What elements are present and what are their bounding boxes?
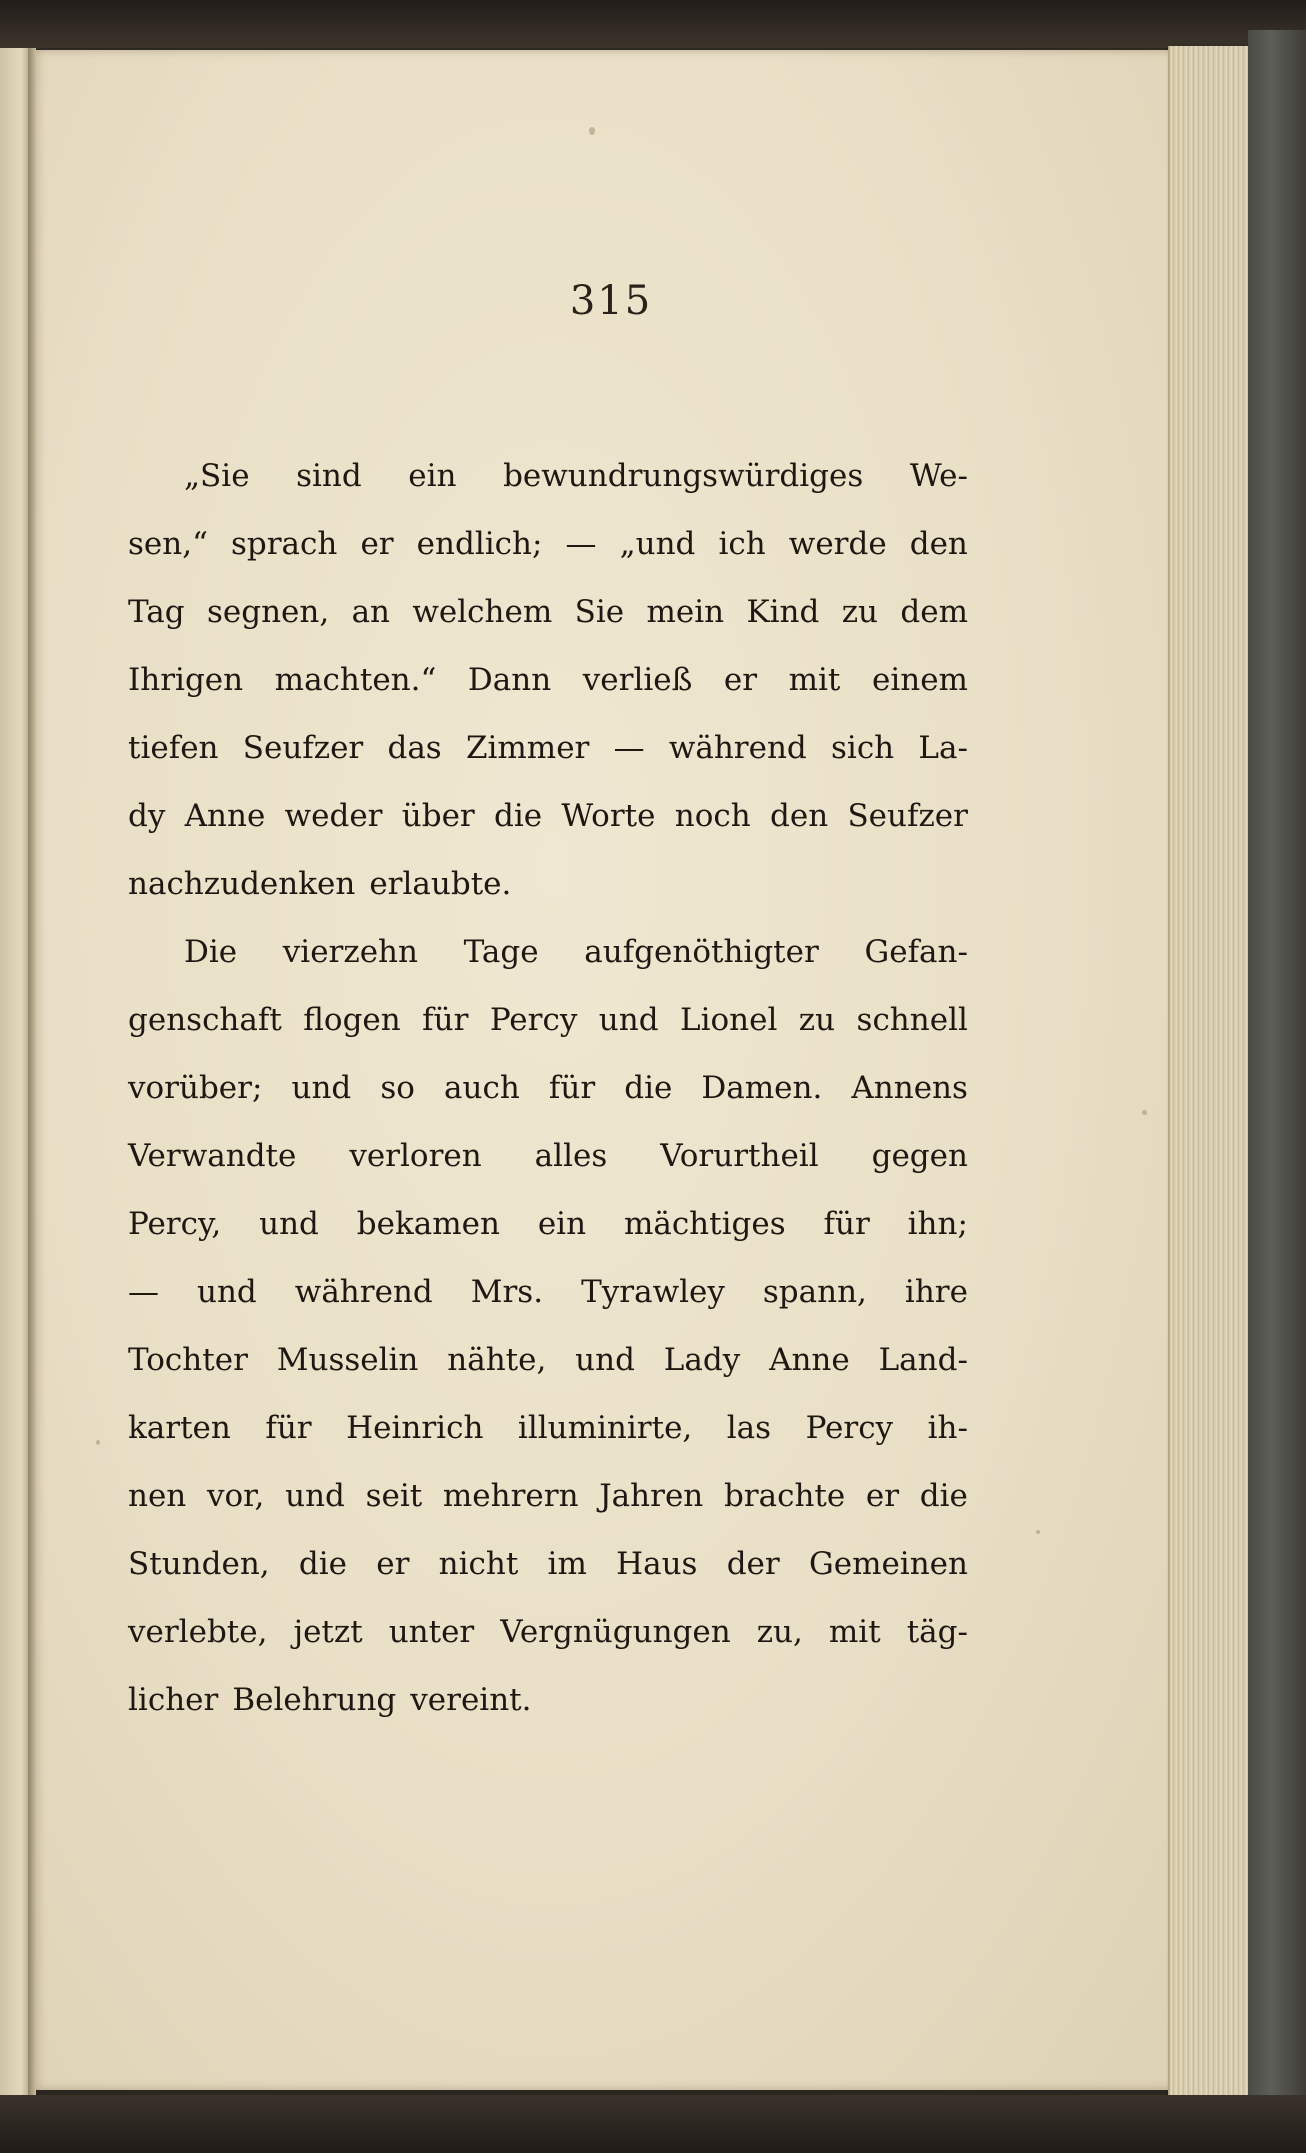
word: Worte bbox=[561, 798, 656, 834]
word: nähte, bbox=[447, 1342, 547, 1378]
text-line bbox=[128, 782, 968, 850]
word: unter bbox=[388, 1614, 475, 1650]
word: mit bbox=[788, 662, 841, 698]
word: We- bbox=[909, 458, 968, 494]
word: ein bbox=[408, 458, 457, 494]
word: Verwandte bbox=[128, 1138, 297, 1174]
word: — bbox=[128, 1274, 159, 1310]
word: so bbox=[380, 1070, 415, 1106]
word: er bbox=[723, 662, 758, 698]
word: Percy bbox=[805, 1410, 894, 1446]
word: mein bbox=[646, 594, 725, 630]
text-line bbox=[128, 1054, 968, 1122]
word: Jahren bbox=[599, 1478, 704, 1514]
text-line bbox=[128, 1326, 968, 1394]
word: ihre bbox=[904, 1274, 968, 1310]
text-line bbox=[128, 1598, 968, 1666]
word: illuminirte, bbox=[517, 1410, 693, 1446]
word: „Sie bbox=[184, 458, 250, 494]
word: Tag bbox=[128, 594, 185, 630]
text-line bbox=[128, 1258, 968, 1326]
word: Tochter bbox=[128, 1342, 248, 1378]
word: genschaft bbox=[128, 1002, 282, 1038]
word: die bbox=[298, 1546, 347, 1582]
text-line bbox=[128, 510, 968, 578]
book-gutter bbox=[28, 48, 36, 2108]
word: Ihrigen bbox=[128, 662, 244, 698]
word: Haus bbox=[616, 1546, 698, 1582]
word: Vorurtheil bbox=[660, 1138, 819, 1174]
word: und bbox=[575, 1342, 635, 1378]
word: Seufzer bbox=[847, 798, 968, 834]
word: für bbox=[422, 1002, 469, 1038]
word: zu bbox=[841, 594, 879, 630]
paper-spot bbox=[1036, 1530, 1040, 1534]
word: Kind bbox=[746, 594, 820, 630]
text-line bbox=[128, 646, 968, 714]
word: und bbox=[285, 1478, 345, 1514]
word: zu bbox=[798, 1002, 836, 1038]
book-page bbox=[36, 50, 1186, 2090]
word: Sie bbox=[574, 594, 625, 630]
word: tiefen bbox=[128, 730, 219, 766]
word: täg- bbox=[906, 1614, 968, 1650]
word: ihn; bbox=[907, 1206, 968, 1242]
word: endlich; bbox=[416, 526, 543, 562]
word: vorüber; bbox=[128, 1070, 263, 1106]
word: welchem bbox=[412, 594, 553, 630]
word: machten.“ bbox=[274, 662, 437, 698]
word: Gefan- bbox=[864, 934, 968, 970]
word: ich bbox=[718, 526, 766, 562]
word: Annens bbox=[851, 1070, 968, 1106]
word: Damen. bbox=[701, 1070, 823, 1106]
word: ih- bbox=[927, 1410, 968, 1446]
word: Mrs. bbox=[470, 1274, 544, 1310]
word: zu, bbox=[756, 1614, 803, 1650]
text-line bbox=[128, 442, 968, 510]
word: nen bbox=[128, 1478, 187, 1514]
word: noch bbox=[674, 798, 751, 834]
paragraph bbox=[128, 918, 968, 1734]
word: im bbox=[547, 1546, 587, 1582]
page-text bbox=[128, 442, 968, 1734]
word: segnen, bbox=[206, 594, 330, 630]
word: mehrern bbox=[442, 1478, 579, 1514]
word: Percy bbox=[489, 1002, 578, 1038]
book-cover-top bbox=[0, 0, 1306, 48]
word: Vergnügungen bbox=[500, 1614, 731, 1650]
text-line bbox=[128, 714, 968, 782]
word: Land- bbox=[878, 1342, 968, 1378]
word: über bbox=[401, 798, 475, 834]
word: er bbox=[865, 1478, 900, 1514]
word: während bbox=[668, 730, 807, 766]
book-cover-right bbox=[1248, 30, 1306, 2120]
page-block-edge bbox=[1168, 46, 1250, 2096]
word: und bbox=[197, 1274, 257, 1310]
word: Belehrung bbox=[232, 1682, 397, 1718]
word: Stunden, bbox=[128, 1546, 270, 1582]
word: verloren bbox=[349, 1138, 482, 1174]
word: sen,“ bbox=[128, 526, 208, 562]
word: las bbox=[726, 1410, 772, 1446]
text-line bbox=[128, 1190, 968, 1258]
word: La- bbox=[918, 730, 968, 766]
word: die bbox=[624, 1070, 673, 1106]
text-line bbox=[128, 850, 968, 918]
word: karten bbox=[128, 1410, 231, 1446]
word: jetzt bbox=[293, 1614, 363, 1650]
word: mächtiges bbox=[623, 1206, 786, 1242]
word: für bbox=[548, 1070, 596, 1106]
word: den bbox=[909, 526, 968, 562]
word: „und bbox=[619, 526, 696, 562]
word: und bbox=[259, 1206, 319, 1242]
word: einem bbox=[871, 662, 968, 698]
facing-page-edge bbox=[0, 48, 30, 2108]
paper-spot bbox=[96, 1440, 100, 1445]
word: Dann bbox=[467, 662, 552, 698]
text-line bbox=[128, 578, 968, 646]
word: und bbox=[598, 1002, 659, 1038]
word: werde bbox=[788, 526, 887, 562]
word: sind bbox=[296, 458, 362, 494]
word: aufgenöthigter bbox=[584, 934, 819, 970]
page-number: 315 bbox=[569, 278, 653, 324]
text-line bbox=[128, 1122, 968, 1190]
word: sprach bbox=[230, 526, 338, 562]
word: vierzehn bbox=[282, 934, 418, 970]
word: bewundrungswürdiges bbox=[503, 458, 864, 494]
book-cover-bottom bbox=[0, 2095, 1306, 2153]
word: flogen bbox=[303, 1002, 401, 1038]
word: licher bbox=[128, 1682, 219, 1718]
word: auch bbox=[444, 1070, 520, 1106]
word: Percy, bbox=[128, 1206, 222, 1242]
word: schnell bbox=[856, 1002, 968, 1038]
word: und bbox=[291, 1070, 352, 1106]
word: Anne bbox=[184, 798, 266, 834]
word: nachzudenken bbox=[128, 866, 356, 902]
word: während bbox=[294, 1274, 433, 1310]
word: sich bbox=[831, 730, 895, 766]
word: er bbox=[360, 526, 394, 562]
word: vereint. bbox=[410, 1682, 532, 1718]
word: mit bbox=[828, 1614, 881, 1650]
word: an bbox=[351, 594, 391, 630]
word: für bbox=[265, 1410, 312, 1446]
word: Lady bbox=[663, 1342, 741, 1378]
word: — bbox=[565, 526, 597, 562]
word: verließ bbox=[582, 662, 693, 698]
word: dy bbox=[128, 798, 166, 834]
word: seit bbox=[365, 1478, 423, 1514]
word: ein bbox=[537, 1206, 587, 1242]
word: nicht bbox=[438, 1546, 519, 1582]
text-line bbox=[128, 1394, 968, 1462]
paper-spot bbox=[1142, 1110, 1147, 1115]
word: spann, bbox=[762, 1274, 867, 1310]
word: brachte bbox=[723, 1478, 846, 1514]
word: Gemeinen bbox=[808, 1546, 968, 1582]
word: der bbox=[726, 1546, 780, 1582]
word: dem bbox=[900, 594, 968, 630]
word: Heinrich bbox=[346, 1410, 484, 1446]
word: weder bbox=[284, 798, 383, 834]
word: Die bbox=[184, 934, 238, 970]
word: verlebte, bbox=[128, 1614, 268, 1650]
word: Musselin bbox=[276, 1342, 419, 1378]
word: erlaubte. bbox=[369, 866, 512, 902]
word: Seufzer bbox=[242, 730, 364, 766]
text-line bbox=[128, 1666, 968, 1734]
paragraph bbox=[128, 442, 968, 918]
word: Zimmer bbox=[465, 730, 590, 766]
word: Tage bbox=[463, 934, 539, 970]
word: gegen bbox=[871, 1138, 968, 1174]
paper-spot bbox=[589, 127, 595, 135]
text-line bbox=[128, 918, 968, 986]
word: bekamen bbox=[356, 1206, 500, 1242]
word: das bbox=[387, 730, 442, 766]
word: den bbox=[770, 798, 829, 834]
word: die bbox=[919, 1478, 968, 1514]
text-line bbox=[128, 1530, 968, 1598]
word: er bbox=[376, 1546, 410, 1582]
text-line bbox=[128, 1462, 968, 1530]
word: Anne bbox=[769, 1342, 850, 1378]
word: — bbox=[613, 730, 645, 766]
word: die bbox=[494, 798, 543, 834]
word: Lionel bbox=[679, 1002, 778, 1038]
text-line bbox=[128, 986, 968, 1054]
word: alles bbox=[534, 1138, 608, 1174]
word: für bbox=[823, 1206, 870, 1242]
word: Tyrawley bbox=[581, 1274, 725, 1310]
word: vor, bbox=[206, 1478, 265, 1514]
